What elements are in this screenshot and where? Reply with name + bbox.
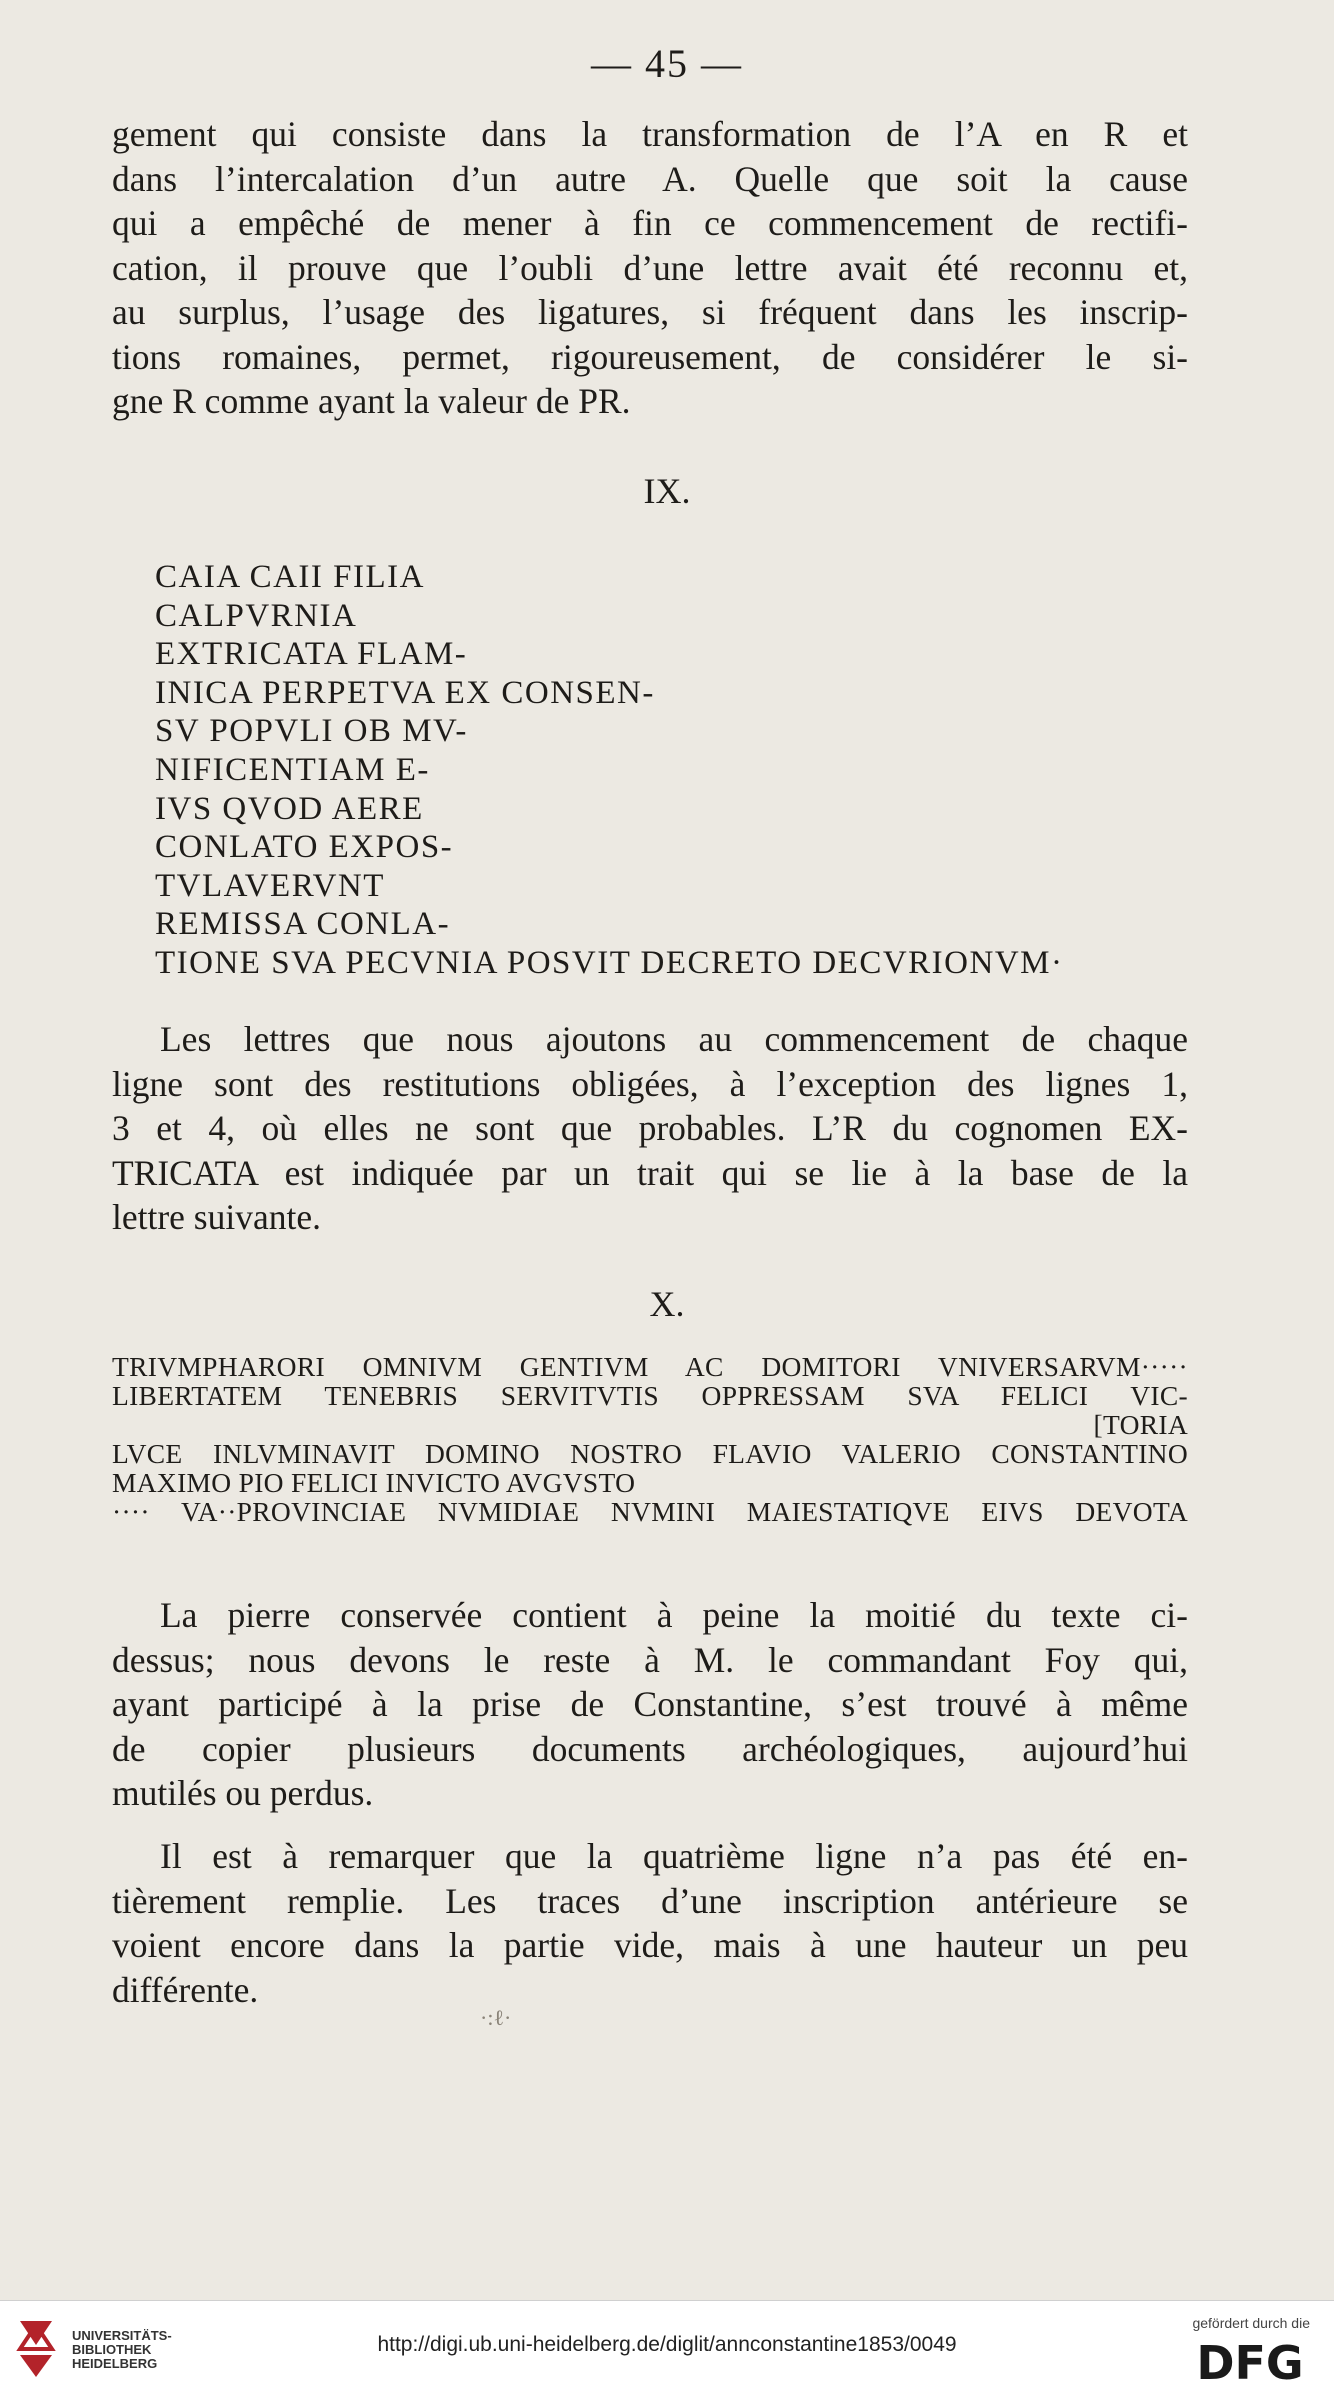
text-line: dessus; nous devons le reste à M. le commandant Foy qui,: [112, 1639, 1188, 1680]
footer-bar: [0, 2300, 1334, 2396]
inscription-line: LIBERTATEM TENEBRIS SERVITVTIS OPPRESSAM SVA FELICI VIC-: [112, 1380, 1188, 1411]
text-line: dans l’intercalation d’un autre A. Quelle que soit la cause: [112, 158, 1188, 199]
dfg-logo-icon: [1190, 2337, 1310, 2385]
inscription-line: TRIVMPHARORI OMNIVM GENTIVM AC DOMITORI VNIVERSARVM·····: [112, 1351, 1188, 1382]
source-url-link[interactable]: http://digi.ub.uni-heidelberg.de/diglit/annconstantine1853/0049: [377, 2333, 957, 2356]
funded-by-label: gefördert durch die: [1192, 2315, 1310, 2331]
text-line: gement qui consiste dans la transformation de l’A en R et: [112, 114, 1188, 154]
paragraph-2: [112, 1017, 1188, 1240]
text-line: 3 et 4, où elles ne sont que probables. L’R du cognomen EX-: [112, 1108, 1188, 1148]
inscription-line: TIONE SVA PECVNIA POSVIT DECRETO DECVRIONVM·: [155, 944, 1064, 981]
inscription-line: CALPVRNIA: [155, 597, 358, 634]
paragraph-1: [112, 112, 1188, 424]
text-line: TRICATA est indiquée par un trait qui se lie à la base de la: [112, 1152, 1188, 1193]
inscription-x: [112, 1352, 1188, 1526]
page-number: — 45 —: [591, 41, 743, 86]
text-line: qui a empêché de mener à fin ce commencement de rectifi-: [112, 203, 1188, 243]
text-line: différente.: [112, 1969, 259, 2010]
inscription-line: EXTRICATA FLAM-: [155, 636, 468, 673]
inscription-line: REMISSA CONLA-: [155, 906, 451, 943]
section-heading-ix: IX.: [643, 471, 691, 511]
inscription-line: CONLATO EXPOS-: [155, 829, 454, 866]
text-line: La pierre conservée contient à peine la moitié du texte ci-: [160, 1595, 1188, 1635]
inscription-ix: [155, 558, 1063, 983]
inscription-line: IVS QVOD AERE: [155, 790, 424, 827]
text-line: de copier plusieurs documents archéologiques, aujourd’hui: [112, 1728, 1188, 1769]
institution-line: BIBLIOTHEK: [72, 2342, 152, 2357]
text-line: ayant participé à la prise de Constantine, s’est trouvé à même: [112, 1684, 1188, 1724]
text-line: Les lettres que nous ajoutons au commencement de chaque: [160, 1019, 1188, 1059]
inscription-line: SV POPVLI OB MV-: [155, 713, 468, 750]
text-line: gne R comme ayant la valeur de PR.: [112, 381, 631, 421]
svg-text:DFG: DFG: [1196, 2337, 1304, 2385]
inscription-line: [TORIA: [1093, 1409, 1188, 1440]
inscription-line: MAXIMO PIO FELICI INVICTO AVGVSTO: [112, 1467, 636, 1498]
inscription-line: NIFICENTIAM E-: [155, 751, 430, 788]
text-line: au surplus, l’usage des ligatures, si fréquent dans les inscrip-: [112, 292, 1188, 332]
institution-line: HEIDELBERG: [72, 2356, 158, 2371]
text-line: mutilés ou perdus.: [112, 1773, 374, 1813]
section-heading-x: X.: [649, 1284, 685, 1324]
text-line: tions romaines, permet, rigoureusement, de considérer le si-: [112, 336, 1188, 377]
inscription-line: LVCE INLVMINAVIT DOMINO NOSTRO FLAVIO VALERIO CONSTANTINO: [112, 1438, 1188, 1469]
text-line: ligne sont des restitutions obligées, à l’exception des lignes 1,: [112, 1063, 1188, 1104]
text-line: voient encore dans la partie vide, mais à une hauteur un peu: [112, 1925, 1188, 1965]
inscription-line: ···· VA··PROVINCIAE NVMIDIAE NVMINI MAIESTATIQVE EIVS DEVOTA: [112, 1496, 1188, 1527]
text-line: tièrement remplie. Les traces d’une inscription antérieure se: [112, 1880, 1188, 1921]
inscription-line: INICA PERPETVA EX CONSEN-: [155, 674, 655, 711]
inscription-line: CAIA CAII FILIA: [155, 559, 425, 595]
text-line: lettre suivante.: [112, 1197, 321, 1237]
text-line: Il est à remarquer que la quatrième ligne n’a pas été en-: [160, 1836, 1188, 1876]
ornament: ·:ℓ·: [480, 2005, 512, 2030]
institution-line: UNIVERSITÄTS-: [72, 2328, 172, 2343]
text-line: cation, il prouve que l’oubli d’une lettre avait été reconnu et,: [112, 247, 1188, 288]
paragraph-3: [112, 1593, 1188, 1816]
paragraph-4: [112, 1834, 1188, 2012]
inscription-line: TVLAVERVNT: [155, 867, 385, 904]
